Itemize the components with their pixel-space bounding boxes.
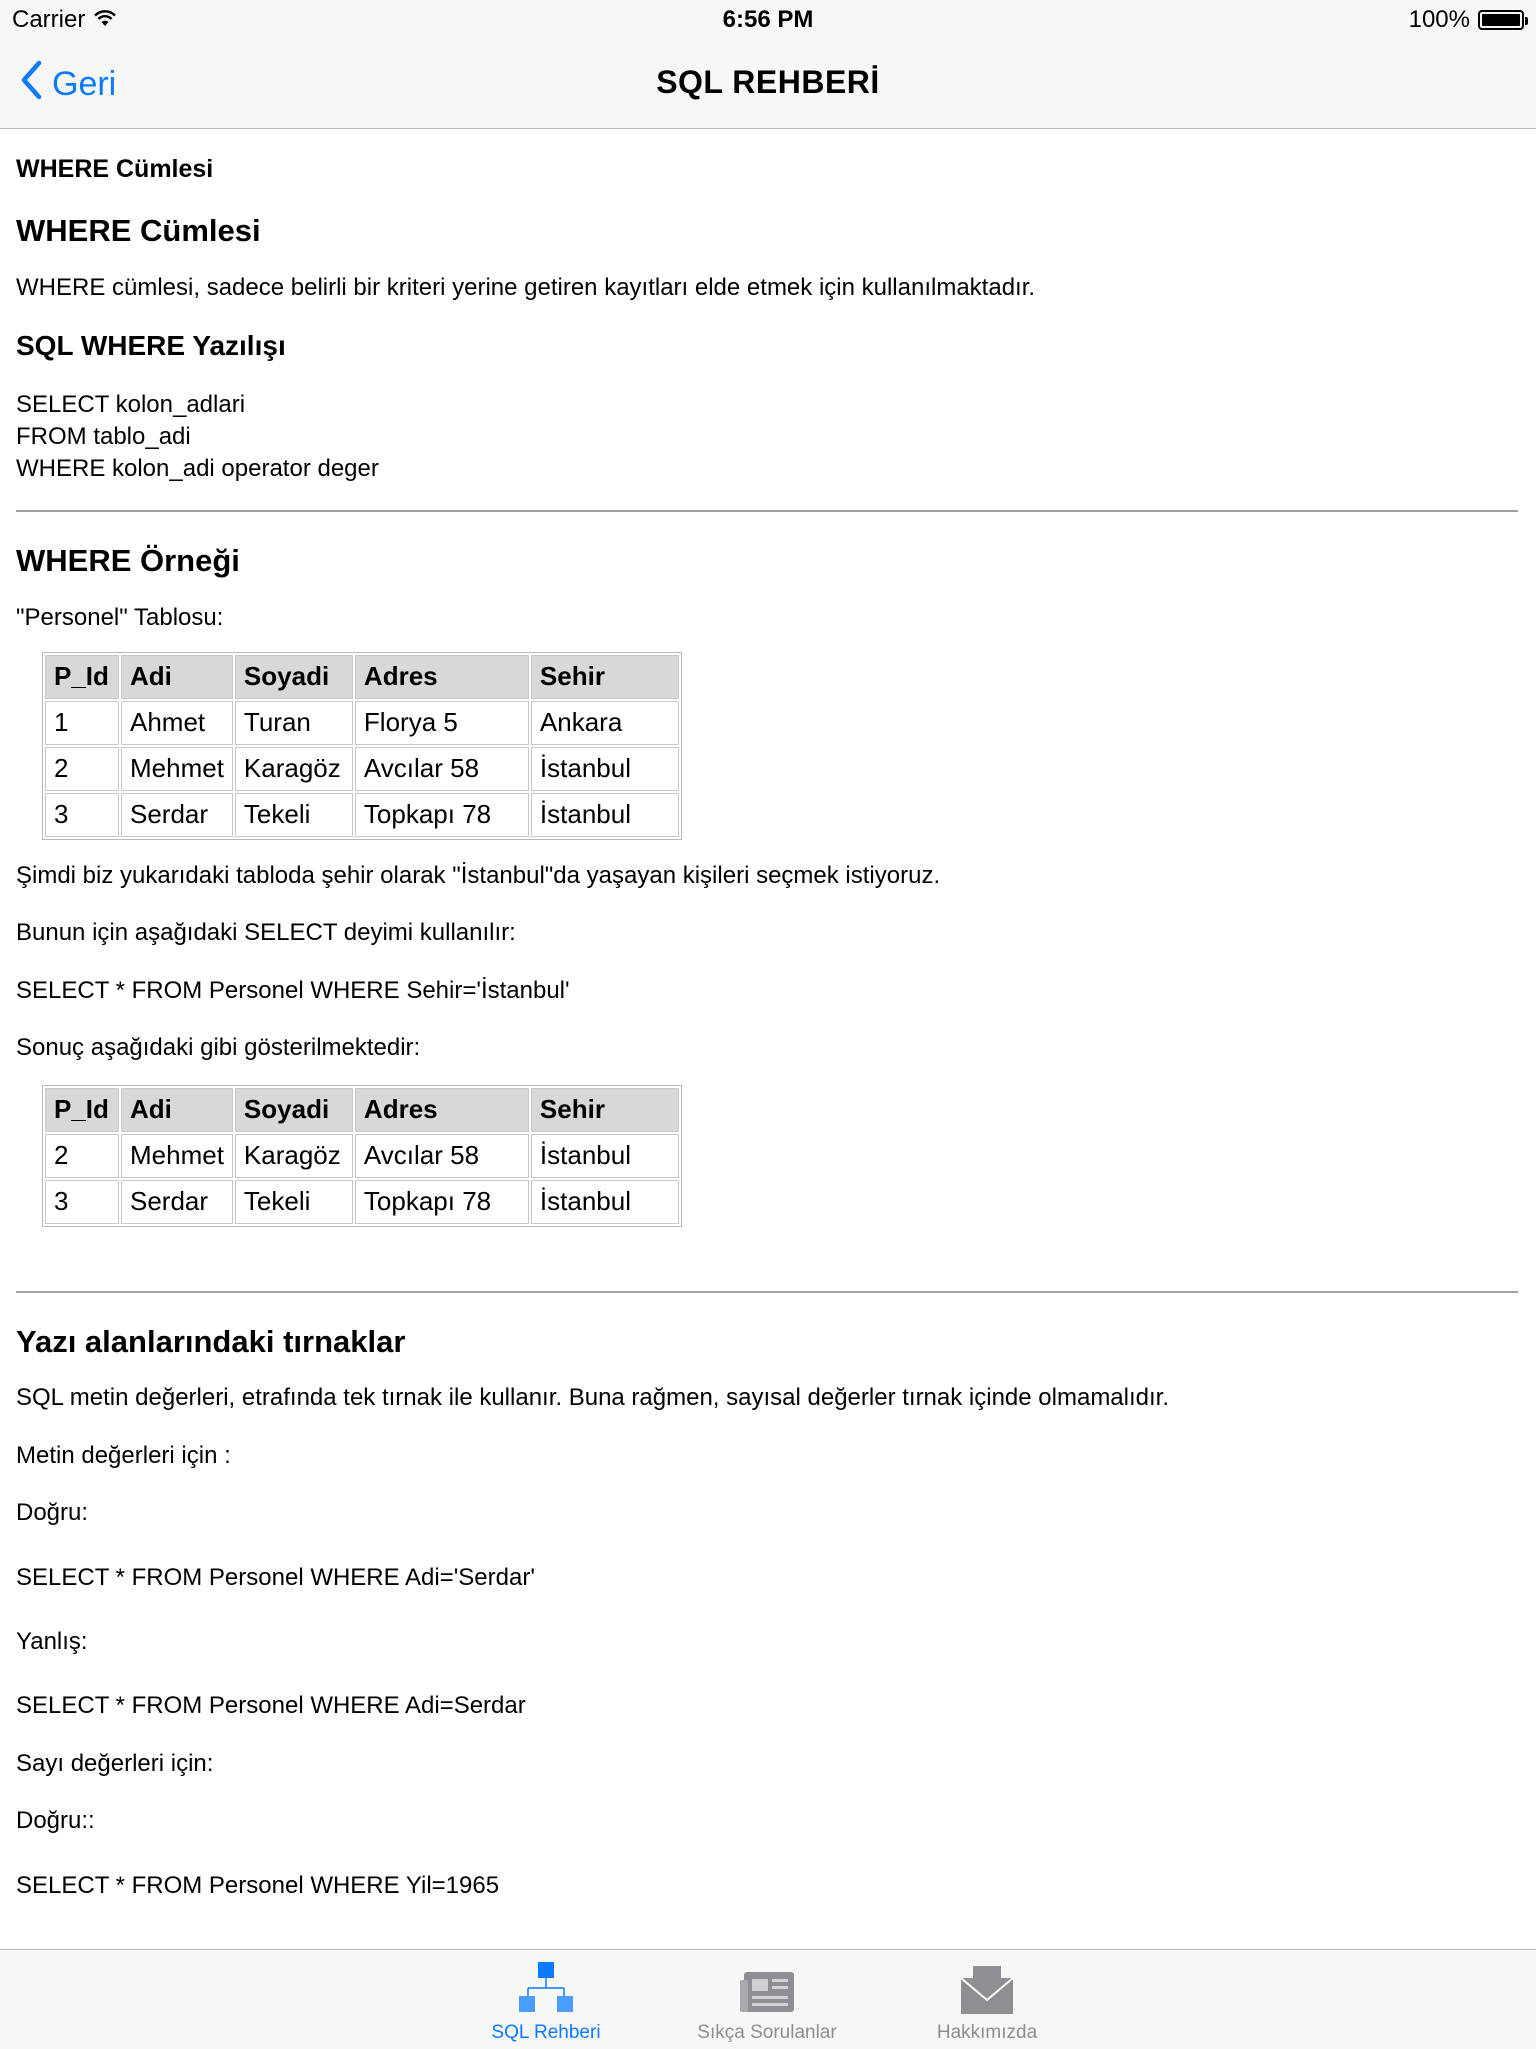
carrier-label: Carrier <box>12 6 86 33</box>
table-cell: Avcılar 58 <box>355 1134 529 1178</box>
table-header-row <box>45 1088 679 1132</box>
table-cell: Avcılar 58 <box>355 747 529 791</box>
divider <box>16 1291 1518 1293</box>
hierarchy-icon <box>446 1958 646 2016</box>
section-title-quotes: Yazı alanlarındaki tırnaklar <box>16 1323 406 1359</box>
page-heading-small: WHERE Cümlesi <box>16 155 214 183</box>
table-cell: İstanbul <box>531 1134 679 1178</box>
label-correct: Doğru: <box>16 1499 89 1527</box>
column-header: P_Id <box>45 1088 119 1132</box>
web-content[interactable] <box>0 129 1536 1949</box>
column-header: Sehir <box>531 655 679 699</box>
table-row <box>45 701 679 745</box>
tab-label: Hakkımızda <box>936 2022 1038 2043</box>
syntax-code-block <box>16 389 1520 485</box>
column-header: Sehir <box>531 1088 679 1132</box>
column-header: Soyadi <box>235 655 353 699</box>
table-cell: Serdar <box>121 1180 233 1224</box>
sql-query: SELECT * FROM Personel WHERE Yil=1965 <box>16 1871 500 1899</box>
newspaper-icon <box>667 1958 867 2016</box>
table-cell: Tekeli <box>235 1180 353 1224</box>
table-cell: Ankara <box>531 701 679 745</box>
page-title: SQL REHBERİ <box>656 64 880 100</box>
personel-table <box>42 652 682 840</box>
section-title-where: WHERE Cümlesi <box>16 212 261 248</box>
tab-label: Sıkça Sorulanlar <box>697 2022 837 2043</box>
sql-query: SELECT * FROM Personel WHERE Adi=Serdar <box>16 1692 526 1720</box>
paragraph: Sayı değerleri için: <box>16 1749 214 1777</box>
table-cell: İstanbul <box>531 747 679 791</box>
table-row <box>45 1134 679 1178</box>
tab-hakkimizda[interactable] <box>887 1958 1087 2044</box>
tab-label: SQL Rehberi <box>491 2022 601 2043</box>
sql-query: SELECT * FROM Personel WHERE Adi='Serdar' <box>16 1563 535 1591</box>
table-cell: Florya 5 <box>355 701 529 745</box>
battery-percent: 100% <box>1408 6 1470 33</box>
label-correct: Doğru:: <box>16 1807 95 1835</box>
navigation-bar <box>0 40 1536 129</box>
section-title-example: WHERE Örneği <box>16 542 240 578</box>
paragraph: Bunun için aşağıdaki SELECT deyimi kullanılır: <box>16 919 516 947</box>
tab-sql-rehberi[interactable] <box>446 1958 646 2044</box>
column-header: Adres <box>355 1088 529 1132</box>
clock: 6:56 PM <box>722 6 814 33</box>
column-header: Adi <box>121 1088 233 1132</box>
syntax-line: WHERE kolon_adi operator deger <box>16 454 379 482</box>
table-caption: "Personel" Tablosu: <box>16 603 224 631</box>
tab-bar <box>0 1949 1536 2049</box>
label-wrong: Yanlış: <box>16 1627 88 1655</box>
table-cell: Serdar <box>121 793 233 837</box>
syntax-line: FROM tablo_adi <box>16 422 191 450</box>
intro-paragraph: WHERE cümlesi, sadece belirli bir kriteri yerine getiren kayıtları elde etmek için kullanılmaktadır. <box>16 273 1036 301</box>
table-row <box>45 1180 679 1224</box>
paragraph: SQL metin değerleri, etrafında tek tırnak ile kullanır. Buna rağmen, sayısal değerler tırnak içinde olmamalıdır. <box>16 1384 1170 1412</box>
envelope-icon <box>887 1958 1087 2016</box>
table-cell: 3 <box>45 1180 119 1224</box>
table-cell: Karagöz <box>235 1134 353 1178</box>
status-bar-right <box>1409 6 1524 34</box>
table-cell: Turan <box>235 701 353 745</box>
back-button-label: Geri <box>52 64 117 103</box>
table-cell: Topkapı 78 <box>355 793 529 837</box>
result-table <box>42 1085 682 1227</box>
battery-icon <box>1478 10 1524 30</box>
table-cell: Topkapı 78 <box>355 1180 529 1224</box>
paragraph: Metin değerleri için : <box>16 1441 231 1469</box>
section-title-syntax: SQL WHERE Yazılışı <box>16 329 286 361</box>
sql-query: SELECT * FROM Personel WHERE Sehir='İstanbul' <box>16 976 570 1004</box>
column-header: Adres <box>355 655 529 699</box>
paragraph: Sonuç aşağıdaki gibi gösterilmektedir: <box>16 1034 421 1062</box>
column-header: P_Id <box>45 655 119 699</box>
table-cell: Karagöz <box>235 747 353 791</box>
tab-sikca-sorulanlar[interactable] <box>667 1958 867 2044</box>
table-cell: 2 <box>45 1134 119 1178</box>
table-cell: İstanbul <box>531 793 679 837</box>
table-cell: 1 <box>45 701 119 745</box>
table-header-row <box>45 655 679 699</box>
status-bar <box>0 0 1536 40</box>
column-header: Soyadi <box>235 1088 353 1132</box>
paragraph: Şimdi biz yukarıdaki tabloda şehir olarak "İstanbul"da yaşayan kişileri seçmek istiyoruz. <box>16 862 941 890</box>
table-cell: 2 <box>45 747 119 791</box>
table-cell: Mehmet <box>121 1134 233 1178</box>
table-cell: Tekeli <box>235 793 353 837</box>
table-cell: 3 <box>45 793 119 837</box>
table-cell: Ahmet <box>121 701 233 745</box>
table-cell: İstanbul <box>531 1180 679 1224</box>
divider <box>16 510 1518 512</box>
table-row <box>45 793 679 837</box>
table-row <box>45 747 679 791</box>
column-header: Adi <box>121 655 233 699</box>
syntax-line: SELECT kolon_adlari <box>16 390 246 418</box>
table-cell: Mehmet <box>121 747 233 791</box>
